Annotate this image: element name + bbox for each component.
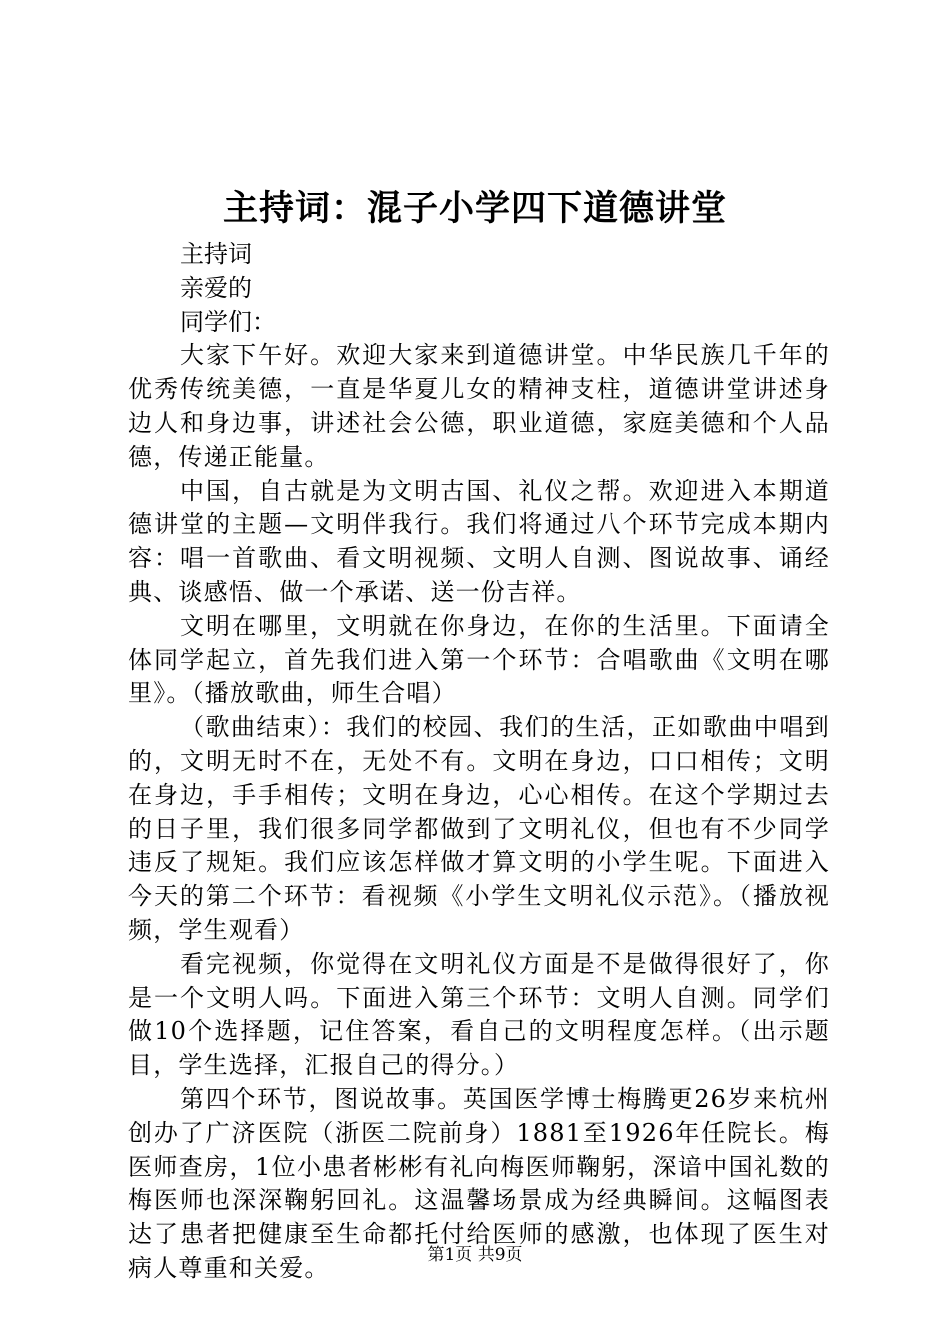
paragraph-section-one: 文明在哪里，文明就在你身边，在你的生活里。下面请全体同学起立，首先我们进入第一个环节：合唱歌曲《文明在哪里》。（播放歌曲，师生合唱） [128, 611, 830, 708]
greeting-line-dear: 亲爱的 [180, 273, 252, 302]
paragraph-section-three: 看完视频，你觉得在文明礼仪方面是不是做得很好了，你是一个文明人吗。下面进入第三个环节：文明人自测。同学们做10个选择题，记住答案，看自己的文明程度怎样。（出示题目，学生选择，汇报自己的得分。） [128, 949, 830, 1080]
page-footer [0, 1244, 950, 1266]
heading-line-host: 主持词 [180, 240, 252, 268]
greeting-line-students: 同学们： [180, 307, 276, 336]
document-body [128, 238, 830, 1286]
document-title: 主持词：混子小学四下道德讲堂 [222, 188, 727, 229]
paragraph-welcome: 大家下午好。欢迎大家来到道德讲堂。中华民族几千年的优秀传统美德，一直是华夏儿女的精神支柱，道德讲堂讲述身边人和身边事，讲述社会公德，职业道德，家庭美德和个人品德，传递正能量。 [128, 341, 830, 471]
paragraph-section-four: 第四个环节，图说故事。英国医学博士梅腾更26岁来杭州创办了广济医院（浙医二院前身）1881至1926年任院长。梅医师查房，1位小患者彬彬有礼向梅医师鞠躬，深谙中国礼数的梅医师也深深鞠躬回礼。这温馨场景成为经典瞬间。这幅图表达了患者把健康至生命都托付给医师的感激，也体现了医生对病人尊重和关爱。 [128, 1084, 830, 1282]
page-number-indicator: 第1页 共9页 [427, 1245, 523, 1265]
paragraph-section-two: （歌曲结束）：我们的校园、我们的生活，正如歌曲中唱到的，文明无时不在，无处不有。文明在身边，口口相传；文明在身边，手手相传；文明在身边，心心相传。在这个学期过去的日子里，我们很多同学都做到了文明礼仪，但也有不少同学违反了规矩。我们应该怎样做才算文明的小学生呢。下面进入今天的第二个环节：看视频《小学生文明礼仪示范》。（播放视频，学生观看） [128, 713, 830, 944]
paragraph-theme: 中国，自古就是为文明古国、礼仪之帮。欢迎进入本期道德讲堂的主题—文明伴我行。我们将通过八个环节完成本期内容：唱一首歌曲、看文明视频、文明人自测、图说故事、诵经典、谈感悟、做一个承诺、送一份吉祥。 [128, 476, 830, 606]
